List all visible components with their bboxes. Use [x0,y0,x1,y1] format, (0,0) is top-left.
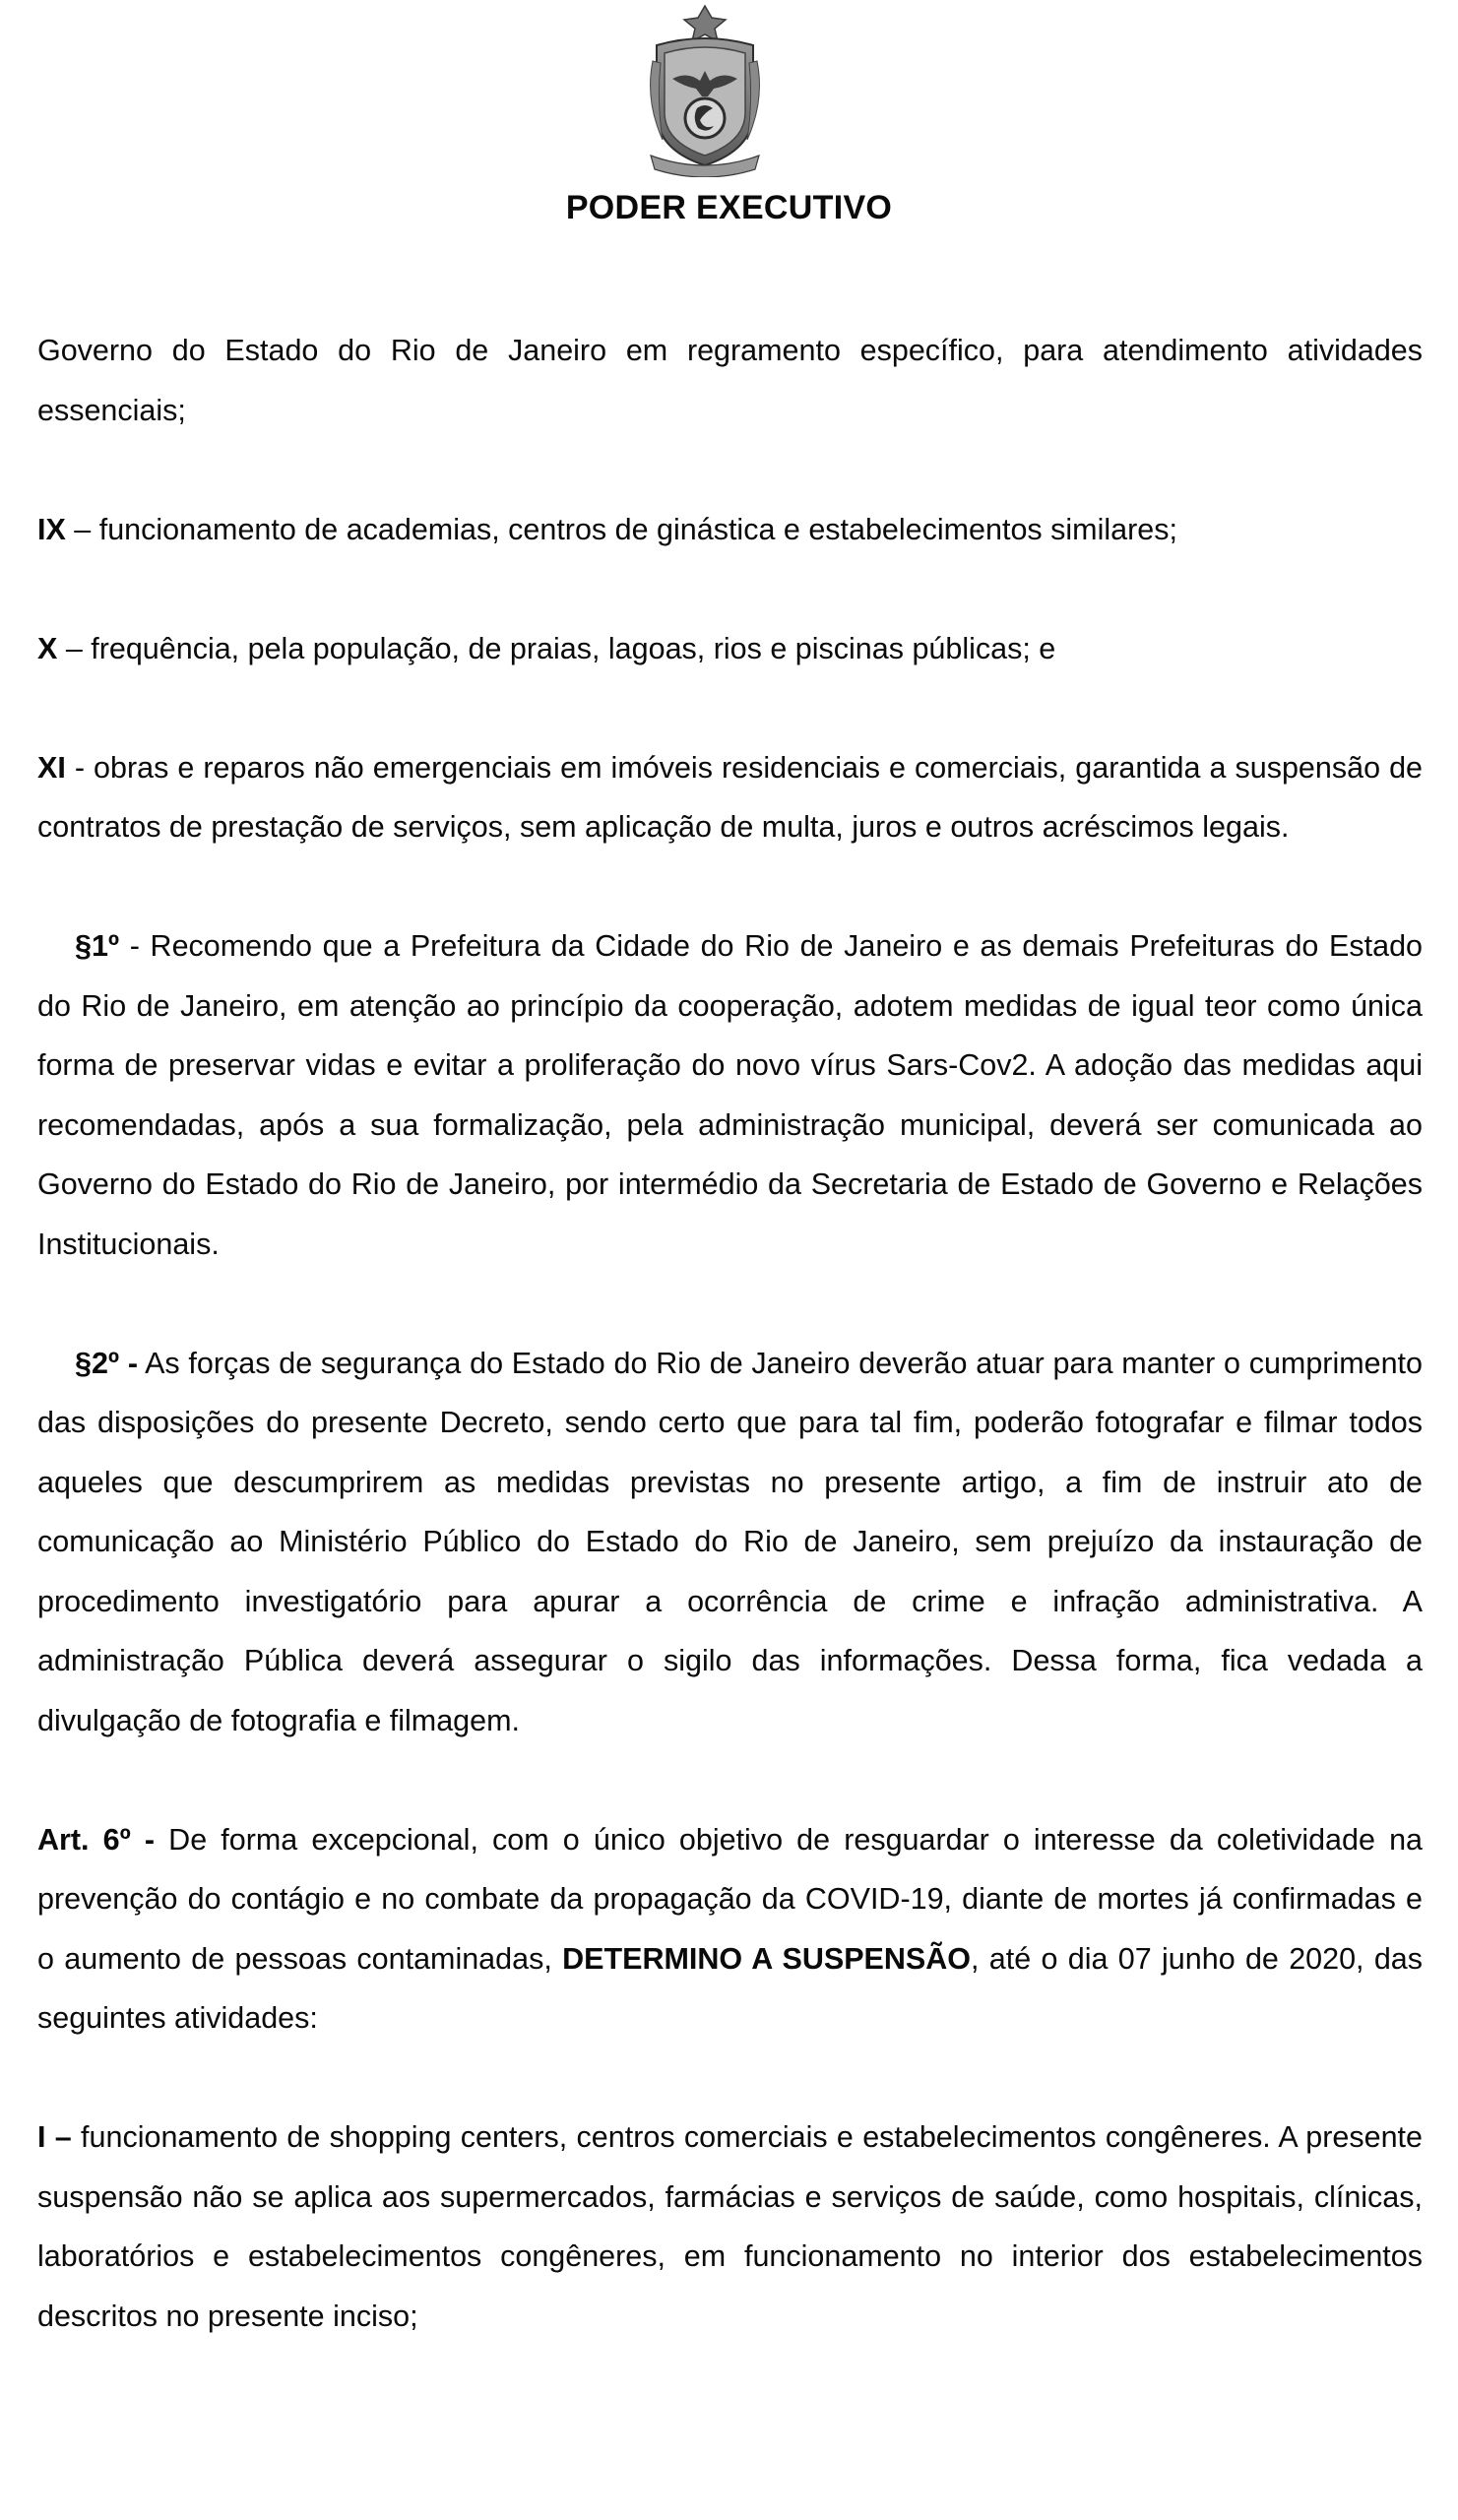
paragraph-text: Governo do Estado do Rio de Janeiro em regramento específico, para atendimento atividades essenciais; [37,334,1423,427]
paragraph-item-i [37,2108,1423,2346]
paragraph-text: - obras e reparos não emergenciais em imóveis residenciais e comerciais, garantida a suspensão de contratos de prestação de serviços, sem aplicação de multa, juros e outros acréscimos legais. [37,750,1423,844]
paragraph-text: – funcionamento de academias, centros de ginástica e estabelecimentos similares; [65,512,1177,546]
paragraph-continuation [37,321,1423,440]
paragraph-text: - Recomendo que a Prefeitura da Cidade do Rio de Janeiro e as demais Prefeituras do Estado do Rio de Janeiro, em atenção ao princípio da cooperação, adotem medidas de igual teor como única forma de preservar vidas e evitar a proliferação do novo vírus Sars-Cov2. A adoção das medidas aqui recomendadas, após a sua formalização, pela administração municipal, deverá ser comunicada ao Governo do Estado do Rio de Janeiro, por intermédio da Secretaria de Estado de Governo e Relações Institucionais. [37,929,1423,1261]
coat-of-arms-icon [643,2,767,177]
paragraph-section-1 [37,916,1423,1274]
item-label: X [37,631,58,665]
section-label: §1º [75,929,120,963]
paragraph-text: , até o dia 07 junho de 2020, das seguintes atividades: [37,1941,1424,2035]
paragraph-text: – frequência, pela população, de praias, lagoas, rios e piscinas públicas; e [57,631,1056,665]
paragraph-item-x [37,619,1423,679]
paragraph-text: As forças de segurança do Estado do Rio de Janeiro deverão atuar para manter o cumprimento das disposições do presente Decreto, sendo certo que para tal fim, poderão fotografar e filmar todos aqueles que descumprirem as medidas previstas no presente artigo, a fim de instruir ato de comunicação ao Ministério Público do Estado do Rio de Janeiro, sem prejuízo da instauração de procedimento investigatório para apurar a ocorrência de crime e infração administrativa. A administração Pública deverá assegurar o sigilo das informações. Dessa forma, fica vedada a divulgação de fotografia e filmagem. [37,1346,1423,1737]
emphasis-text: DETERMINO A SUSPENSÃO [562,1941,972,1976]
paragraph-item-xi [37,738,1423,857]
paragraph-text: De forma excepcional, com o único objetivo de resguardar o interesse da coletividade na prevenção do contágio e no combate da propagação da COVID-19, diante de mortes já confirmadas e o aumento de pessoas contaminadas, [37,1822,1423,1976]
paragraph-item-ix [37,500,1423,560]
page-title: PODER EXECUTIVO [565,189,893,226]
paragraph-article-6 [37,1810,1423,2048]
section-label: §2º - [75,1346,138,1380]
item-label: IX [37,512,66,546]
item-label: XI [37,750,66,785]
item-label: I – [37,2120,72,2154]
paragraph-section-2 [37,1334,1423,1751]
paragraph-text: funcionamento de shopping centers, centros comerciais e estabelecimentos congêneres. A presente suspensão não se aplica aos supermercados, farmácias e serviços de saúde, como hospitais, clínicas, laboratórios e estabelecimentos congêneres, em funcionamento no interior dos estabelecimentos descritos no presente inciso; [37,2120,1423,2333]
article-label: Art. 6º - [37,1822,156,1857]
document-body [37,321,1423,2406]
